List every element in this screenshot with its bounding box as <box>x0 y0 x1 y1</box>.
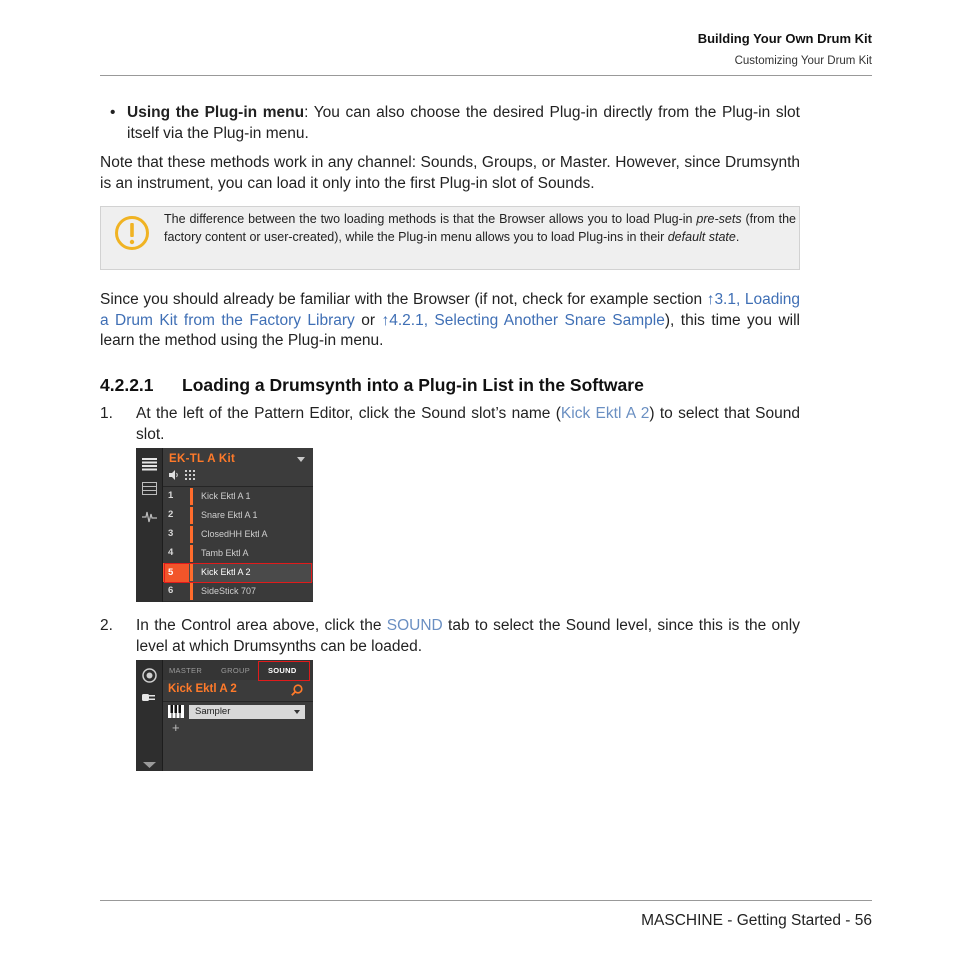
sound-slot-name: Tamb Ektl A <box>201 548 249 558</box>
sound-slot-1[interactable] <box>163 487 313 507</box>
sound-slot-4[interactable] <box>163 544 313 564</box>
sound-slot-number: 5 <box>163 563 189 582</box>
waveform-icon <box>142 510 157 523</box>
divider <box>163 701 313 702</box>
sound-color-strip <box>190 526 193 543</box>
sound-color-strip <box>190 545 193 562</box>
sound-slot-name: Snare Ektl A 1 <box>201 510 258 520</box>
speaker-icon[interactable] <box>169 470 179 480</box>
step-2-number: 2. <box>100 617 113 634</box>
highlight-box <box>258 661 310 681</box>
bullet-item <box>110 103 800 144</box>
sound-slot-6[interactable] <box>163 582 313 602</box>
sound-slot-number: 3 <box>168 528 174 539</box>
sound-slot-name: SideStick 707 <box>201 586 257 596</box>
plugin-slot-1[interactable] <box>189 705 305 719</box>
bullet-text <box>127 103 800 144</box>
sound-slot-number: 6 <box>168 585 174 596</box>
search-icon[interactable] <box>291 684 303 696</box>
sound-slot-2[interactable] <box>163 506 313 526</box>
step-1-text: At the left of the Pattern Editor, click the Sound slot’s name (Kick Ektl A 2) to select that Sound slot. <box>136 405 800 443</box>
section-title: Loading a Drumsynth into a Plug-in List in the Software <box>182 375 644 395</box>
bullet-label: Using the Plug-in menu <box>127 104 305 121</box>
paragraph-methods: Note that these methods work in any channel: Sounds, Groups, or Master. However, since Drumsynth is an instrument, you can load it only into the first Plug-in slot of Sounds. <box>100 154 800 192</box>
sound-name[interactable]: Kick Ektl A 2 <box>168 683 237 695</box>
knob-icon[interactable] <box>142 668 157 683</box>
screenshot-sidebar <box>136 660 163 771</box>
tab-sound[interactable]: SOUND <box>268 666 297 675</box>
sound-list-screenshot <box>136 448 313 602</box>
link-section-3-1[interactable]: ↑3.1, Loading a Drum Kit from the Factory Library <box>100 291 801 329</box>
bullet-body: : You can also choose the desired Plug-in directly from the Plug-in slot itself via the Plug-in menu. <box>127 104 800 142</box>
plug-icon[interactable] <box>142 691 157 704</box>
sound-slot-3[interactable] <box>163 525 313 545</box>
kit-header <box>163 448 313 487</box>
link-kick-ektl-a-2[interactable]: Kick Ektl A 2 <box>560 405 650 422</box>
chevron-down-icon[interactable] <box>142 760 157 770</box>
page-footer: MASCHINE - Getting Started - 56 <box>641 912 872 929</box>
step-2-text: In the Control area above, click the SOUND tab to select the Sound level, since this is the only level at which Drumsynths can be loaded. <box>136 617 800 655</box>
step-1 <box>100 404 800 445</box>
sound-slot-number: 2 <box>168 509 174 520</box>
note-text: The difference between the two loading methods is that the Browser allows you to load Plug-in pre-sets (from the factory content or user-created), while the Plug-in menu allows you to load Plug-ins in their default state. <box>164 212 796 244</box>
sound-color-strip <box>190 507 193 524</box>
piano-icon <box>168 705 184 718</box>
step-2 <box>100 616 800 657</box>
screenshot-sidebar <box>136 448 163 602</box>
link-section-4-2-1[interactable]: ↑4.2.1, Selecting Another Snare Sample <box>381 311 665 329</box>
sound-color-strip <box>190 583 193 600</box>
list-view-icon <box>142 458 157 471</box>
running-header-subtitle: Customizing Your Drum Kit <box>734 55 872 67</box>
paragraph-browser: Since you should already be familiar with the Browser (if not, check for example section ↑3.1, Loading a Drum Kit from the Factory Library or ↑4.2.1, Selecting Another Snare Sample), this time you will learn the method using the Plug-in menu. <box>100 291 801 349</box>
sound-slot-number: 4 <box>168 547 174 558</box>
chevron-down-icon[interactable] <box>294 710 300 714</box>
bullet-dot: • <box>110 104 116 121</box>
add-plugin-button[interactable]: + <box>172 720 180 735</box>
header-divider <box>100 75 872 76</box>
kit-name[interactable]: EK-TL A Kit <box>169 453 236 465</box>
section-heading <box>100 375 644 396</box>
grid-icon[interactable] <box>185 470 195 480</box>
link-sound-tab[interactable]: SOUND <box>386 617 443 634</box>
tab-group[interactable]: GROUP <box>221 666 251 675</box>
section-number: 4.2.2.1 <box>100 375 154 395</box>
sound-slot-name: ClosedHH Ektl A <box>201 529 268 539</box>
sound-color-strip <box>190 488 193 505</box>
note-box <box>100 206 800 270</box>
footer-divider <box>100 900 872 901</box>
control-area-screenshot <box>136 660 313 771</box>
exclamation-icon <box>114 215 150 251</box>
keyboard-view-icon <box>142 482 157 495</box>
highlight-box <box>164 563 312 583</box>
sound-slot-name: Kick Ektl A 1 <box>201 491 251 501</box>
sound-slot-name: Kick Ektl A 2 <box>201 567 251 577</box>
running-header-title: Building Your Own Drum Kit <box>697 31 872 46</box>
step-1-number: 1. <box>100 405 113 422</box>
chevron-down-icon[interactable] <box>297 457 305 462</box>
tab-master[interactable]: MASTER <box>169 666 203 675</box>
sound-slot-number: 1 <box>168 490 174 501</box>
plugin-slot-name: Sampler <box>195 706 231 717</box>
